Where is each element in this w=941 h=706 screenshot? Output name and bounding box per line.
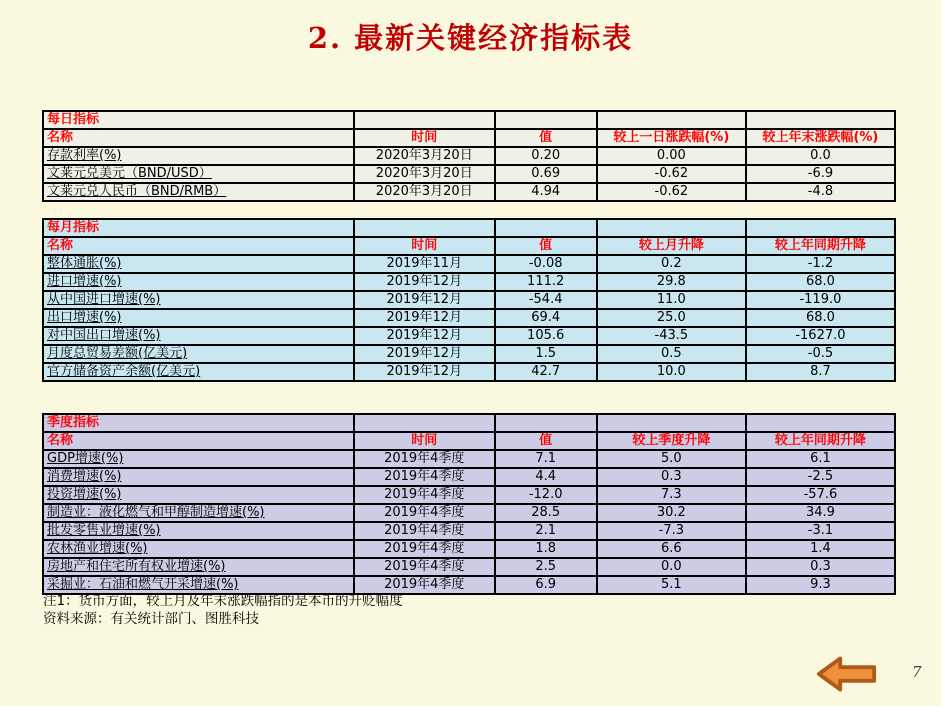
indicator-name-cell: GDP增速(%) bbox=[43, 450, 354, 468]
table-row bbox=[43, 345, 895, 363]
value-cell: 2019年4季度 bbox=[354, 576, 495, 594]
value-cell: 5.1 bbox=[597, 576, 746, 594]
value-cell: 0.3 bbox=[597, 468, 746, 486]
note-line: 注1：货币方面，较上月及年末涨跌幅指的是本币的升贬幅度 bbox=[43, 593, 403, 609]
empty-cell bbox=[354, 414, 495, 432]
table-row bbox=[43, 558, 895, 576]
indicator-name-cell: 从中国进口增速(%) bbox=[43, 291, 354, 309]
value-cell: 6.1 bbox=[746, 450, 895, 468]
value-cell: 2019年4季度 bbox=[354, 486, 495, 504]
empty-cell bbox=[746, 414, 895, 432]
empty-cell bbox=[597, 219, 746, 237]
empty-cell bbox=[495, 414, 597, 432]
value-cell: 105.6 bbox=[495, 327, 597, 345]
section-label-cell: 每日指标 bbox=[43, 111, 354, 129]
column-header-cell: 名称 bbox=[43, 129, 354, 147]
column-header-cell: 时间 bbox=[354, 432, 495, 450]
value-cell: 2019年11月 bbox=[354, 255, 495, 273]
value-cell: 2019年12月 bbox=[354, 309, 495, 327]
value-cell: 69.4 bbox=[495, 309, 597, 327]
value-cell: 5.0 bbox=[597, 450, 746, 468]
column-header-row bbox=[43, 432, 895, 450]
empty-cell bbox=[354, 219, 495, 237]
value-cell: 0.00 bbox=[597, 147, 746, 165]
value-cell: -1.2 bbox=[746, 255, 895, 273]
value-cell: 0.5 bbox=[597, 345, 746, 363]
value-cell: -57.6 bbox=[746, 486, 895, 504]
section-label-row bbox=[43, 111, 895, 129]
table-row bbox=[43, 273, 895, 291]
value-cell: 2019年4季度 bbox=[354, 540, 495, 558]
value-cell: -54.4 bbox=[495, 291, 597, 309]
value-cell: 1.5 bbox=[495, 345, 597, 363]
column-header-cell: 值 bbox=[495, 237, 597, 255]
value-cell: -12.0 bbox=[495, 486, 597, 504]
value-cell: 0.20 bbox=[495, 147, 597, 165]
value-cell: 9.3 bbox=[746, 576, 895, 594]
table-row bbox=[43, 309, 895, 327]
value-cell: -43.5 bbox=[597, 327, 746, 345]
value-cell: 2019年12月 bbox=[354, 363, 495, 381]
quarterly-indicators-section bbox=[42, 413, 896, 595]
value-cell: 2019年4季度 bbox=[354, 504, 495, 522]
value-cell: 6.9 bbox=[495, 576, 597, 594]
value-cell: 25.0 bbox=[597, 309, 746, 327]
monthly-indicators-table bbox=[42, 218, 896, 382]
table-row bbox=[43, 147, 895, 165]
empty-cell bbox=[597, 414, 746, 432]
value-cell: 4.94 bbox=[495, 183, 597, 201]
indicator-name-cell: 采掘业：石油和燃气开采增速(%) bbox=[43, 576, 354, 594]
value-cell: 2.1 bbox=[495, 522, 597, 540]
quarterly-indicators-table bbox=[42, 413, 896, 595]
value-cell: -119.0 bbox=[746, 291, 895, 309]
value-cell: 28.5 bbox=[495, 504, 597, 522]
value-cell: 0.0 bbox=[746, 147, 895, 165]
column-header-cell: 较上年末涨跌幅(%) bbox=[746, 129, 895, 147]
indicator-name-cell: 官方储备资产余额(亿美元) bbox=[43, 363, 354, 381]
column-header-row bbox=[43, 129, 895, 147]
value-cell: 0.0 bbox=[597, 558, 746, 576]
value-cell: 11.0 bbox=[597, 291, 746, 309]
value-cell: 2020年3月20日 bbox=[354, 147, 495, 165]
value-cell: 2019年4季度 bbox=[354, 558, 495, 576]
daily-indicators-table bbox=[42, 110, 896, 202]
column-header-cell: 时间 bbox=[354, 129, 495, 147]
table-row bbox=[43, 165, 895, 183]
indicator-name-cell: 对中国出口增速(%) bbox=[43, 327, 354, 345]
value-cell: -4.8 bbox=[746, 183, 895, 201]
value-cell: 0.3 bbox=[746, 558, 895, 576]
value-cell: 0.2 bbox=[597, 255, 746, 273]
table-row bbox=[43, 450, 895, 468]
value-cell: 68.0 bbox=[746, 309, 895, 327]
indicator-name-cell: 批发零售业增速(%) bbox=[43, 522, 354, 540]
value-cell: 4.4 bbox=[495, 468, 597, 486]
column-header-cell: 名称 bbox=[43, 237, 354, 255]
indicator-name-cell: 房地产和住宅所有权业增速(%) bbox=[43, 558, 354, 576]
indicator-name-cell: 农林渔业增速(%) bbox=[43, 540, 354, 558]
empty-cell bbox=[597, 111, 746, 129]
table-row bbox=[43, 363, 895, 381]
value-cell: -0.08 bbox=[495, 255, 597, 273]
value-cell: 2.5 bbox=[495, 558, 597, 576]
empty-cell bbox=[495, 219, 597, 237]
value-cell: 1.4 bbox=[746, 540, 895, 558]
left-arrow-icon bbox=[816, 654, 878, 694]
empty-cell bbox=[354, 111, 495, 129]
section-label-row bbox=[43, 219, 895, 237]
value-cell: 42.7 bbox=[495, 363, 597, 381]
empty-cell bbox=[746, 111, 895, 129]
value-cell: 2019年12月 bbox=[354, 273, 495, 291]
value-cell: 1.8 bbox=[495, 540, 597, 558]
footnotes bbox=[43, 592, 743, 628]
indicator-name-cell: 整体通胀(%) bbox=[43, 255, 354, 273]
value-cell: 2019年12月 bbox=[354, 327, 495, 345]
value-cell: -0.5 bbox=[746, 345, 895, 363]
value-cell: 111.2 bbox=[495, 273, 597, 291]
value-cell: 0.69 bbox=[495, 165, 597, 183]
column-header-cell: 时间 bbox=[354, 237, 495, 255]
value-cell: 30.2 bbox=[597, 504, 746, 522]
value-cell: 34.9 bbox=[746, 504, 895, 522]
value-cell: -6.9 bbox=[746, 165, 895, 183]
empty-cell bbox=[746, 219, 895, 237]
indicator-name-cell: 投资增速(%) bbox=[43, 486, 354, 504]
column-header-cell: 较上季度升降 bbox=[597, 432, 746, 450]
section-label-row bbox=[43, 414, 895, 432]
indicator-name-cell: 进口增速(%) bbox=[43, 273, 354, 291]
indicator-name-cell: 消费增速(%) bbox=[43, 468, 354, 486]
indicator-name-cell: 出口增速(%) bbox=[43, 309, 354, 327]
value-cell: 2020年3月20日 bbox=[354, 183, 495, 201]
daily-indicators-section bbox=[42, 110, 896, 202]
table-row bbox=[43, 522, 895, 540]
table-row bbox=[43, 255, 895, 273]
column-header-cell: 值 bbox=[495, 432, 597, 450]
value-cell: 68.0 bbox=[746, 273, 895, 291]
table-row bbox=[43, 327, 895, 345]
column-header-cell: 较上年同期升降 bbox=[746, 432, 895, 450]
value-cell: 2019年4季度 bbox=[354, 522, 495, 540]
value-cell: 2020年3月20日 bbox=[354, 165, 495, 183]
table-row bbox=[43, 183, 895, 201]
column-header-row bbox=[43, 237, 895, 255]
indicator-name-cell: 月度总贸易差额(亿美元) bbox=[43, 345, 354, 363]
column-header-cell: 名称 bbox=[43, 432, 354, 450]
value-cell: -3.1 bbox=[746, 522, 895, 540]
indicator-name-cell: 存款利率(%) bbox=[43, 147, 354, 165]
value-cell: -1627.0 bbox=[746, 327, 895, 345]
value-cell: 8.7 bbox=[746, 363, 895, 381]
value-cell: 2019年4季度 bbox=[354, 468, 495, 486]
section-label-cell: 每月指标 bbox=[43, 219, 354, 237]
page-number: 7 bbox=[912, 663, 922, 681]
value-cell: -0.62 bbox=[597, 183, 746, 201]
table-row bbox=[43, 540, 895, 558]
value-cell: 10.0 bbox=[597, 363, 746, 381]
value-cell: -2.5 bbox=[746, 468, 895, 486]
column-header-cell: 较上年同期升降 bbox=[746, 237, 895, 255]
monthly-indicators-section bbox=[42, 218, 896, 382]
value-cell: 2019年12月 bbox=[354, 345, 495, 363]
section-label-cell: 季度指标 bbox=[43, 414, 354, 432]
indicator-name-cell: 文莱元兑人民币（BND/RMB） bbox=[43, 183, 354, 201]
column-header-cell: 较上一日涨跌幅(%) bbox=[597, 129, 746, 147]
value-cell: 6.6 bbox=[597, 540, 746, 558]
value-cell: 7.1 bbox=[495, 450, 597, 468]
page-title: 2. 最新关键经济指标表 bbox=[307, 21, 634, 55]
value-cell: -0.62 bbox=[597, 165, 746, 183]
value-cell: 2019年4季度 bbox=[354, 450, 495, 468]
source-line: 资料来源：有关统计部门、图胜科技 bbox=[43, 611, 259, 627]
value-cell: -7.3 bbox=[597, 522, 746, 540]
value-cell: 2019年12月 bbox=[354, 291, 495, 309]
column-header-cell: 值 bbox=[495, 129, 597, 147]
back-arrow-button[interactable] bbox=[816, 654, 878, 694]
indicator-name-cell: 制造业：液化燃气和甲醇制造增速(%) bbox=[43, 504, 354, 522]
table-row bbox=[43, 291, 895, 309]
value-cell: 7.3 bbox=[597, 486, 746, 504]
table-row bbox=[43, 504, 895, 522]
column-header-cell: 较上月升降 bbox=[597, 237, 746, 255]
indicator-name-cell: 文莱元兑美元（BND/USD） bbox=[43, 165, 354, 183]
table-row bbox=[43, 486, 895, 504]
empty-cell bbox=[495, 111, 597, 129]
value-cell: 29.8 bbox=[597, 273, 746, 291]
table-row bbox=[43, 468, 895, 486]
